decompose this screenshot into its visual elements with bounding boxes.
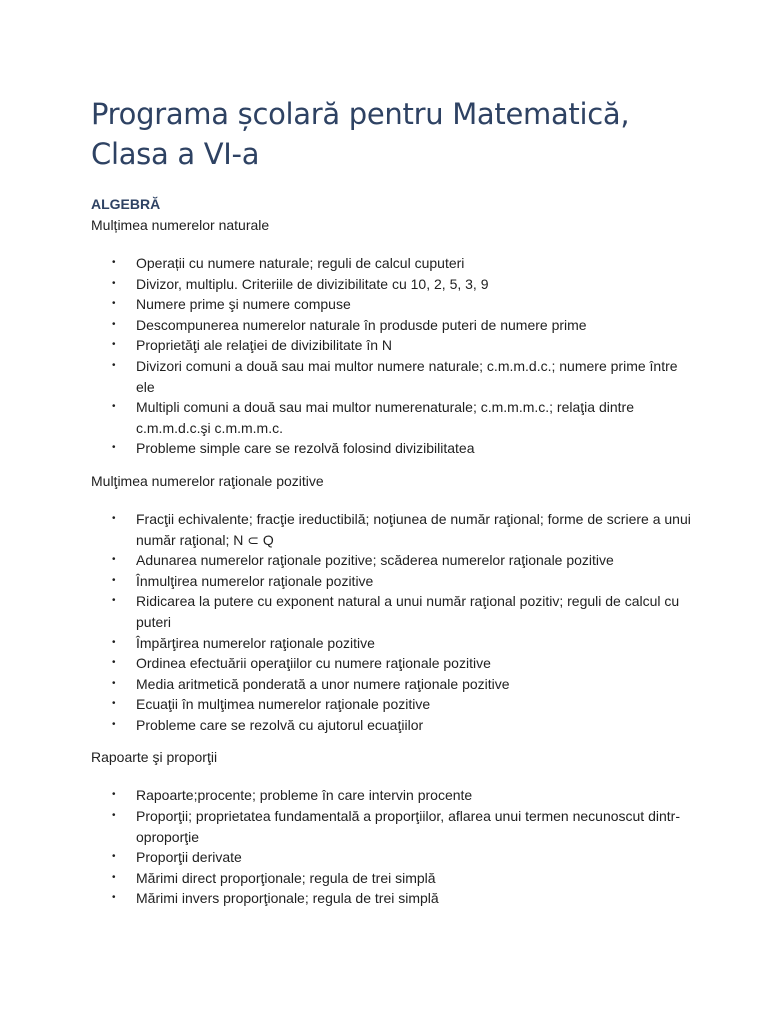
list-item — [91, 315, 691, 336]
list-item-text: Numere prime şi numere compuse — [136, 296, 351, 313]
list-item — [91, 785, 691, 806]
bullet-icon: • — [112, 339, 116, 351]
subsection-rational-numbers — [91, 471, 691, 736]
list-item-text: Probleme care se rezolvă cu ajutorul ecuaţiilor — [136, 716, 424, 733]
list-item — [91, 397, 691, 438]
bullet-icon: • — [112, 892, 116, 904]
list-item-text: Divizori comuni a două sau mai multor numere naturale; c.m.m.d.c.; numere prime între ele — [136, 357, 678, 395]
list-item-text: Probleme simple care se rezolvă folosind divizibilitatea — [136, 440, 475, 457]
document-title: Programa școlară pentru Matematică, Clasa a VI-a — [91, 97, 630, 171]
bullet-icon: • — [112, 442, 116, 454]
list-item — [91, 674, 691, 695]
list-item-text: Divizor, multiplu. Criteriile de divizibilitate cu 10, 2, 5, 3, 9 — [136, 275, 489, 292]
list-item-text: Proprietăţi ale relaţiei de divizibilitate în N — [136, 337, 393, 354]
list-item-text: Înmulţirea numerelor raţionale pozitive — [136, 572, 374, 589]
list-item — [91, 438, 691, 459]
list-item — [91, 868, 691, 889]
bullet-icon: • — [112, 718, 116, 730]
list-item-text: Operații cu numere naturale; reguli de calcul cuputeri — [136, 255, 465, 271]
list-item-text: Adunarea numerelor raţionale pozitive; scăderea numerelor raţionale pozitive — [136, 552, 614, 569]
list-item — [91, 806, 691, 847]
list-item — [91, 633, 691, 654]
bullet-list — [91, 785, 691, 909]
bullet-icon: • — [112, 574, 116, 586]
list-item-text: Multipli comuni a două sau mai multor numerenaturale; c.m.m.m.c.; relaţia dintre c.m.m.d.c.şi c.m.m.m.c. — [136, 399, 634, 436]
bullet-icon: • — [112, 810, 116, 822]
bullet-icon: • — [112, 298, 116, 310]
list-item — [91, 847, 691, 868]
list-item-text: Ecuaţii în mulţimea numerelor raţionale pozitive — [136, 696, 431, 713]
bullet-icon: • — [112, 677, 116, 689]
bullet-icon: • — [112, 257, 116, 268]
bullet-icon: • — [112, 636, 116, 648]
list-item-text: Proporţii; proprietatea fundamentală a proporţiilor, aflarea unui termen necunoscut dintr-oproporţie — [136, 808, 680, 845]
section-heading-algebra: ALGEBRĂ — [91, 196, 161, 212]
bullet-list — [91, 509, 691, 736]
list-item-text: Rapoarte;procente; probleme în care intervin procente — [136, 787, 473, 804]
subsection-natural-numbers — [91, 215, 691, 459]
list-item-text: Ordinea efectuării operaţiilor cu numere raţionale pozitive — [136, 655, 491, 672]
bullet-icon: • — [112, 851, 116, 863]
list-item-text: Ridicarea la putere cu exponent natural a unui număr raţional pozitiv; reguli de calcul cu puteri — [136, 593, 680, 630]
bullet-icon: • — [112, 871, 116, 883]
subsection-ratios-proportions — [91, 747, 691, 909]
list-item — [91, 335, 691, 356]
bullet-icon: • — [112, 698, 116, 710]
list-item — [91, 571, 691, 592]
bullet-icon: • — [112, 595, 116, 607]
list-item — [91, 550, 691, 571]
list-item-text: Descompunerea numerelor naturale în produsde puteri de numere prime — [136, 316, 587, 333]
bullet-icon: • — [112, 789, 116, 801]
list-item — [91, 253, 691, 274]
document-content — [91, 194, 691, 909]
bullet-icon: • — [112, 657, 116, 669]
list-item-text: Mărimi invers proporţionale; regula de trei simplă — [136, 890, 439, 907]
list-item-text: Media aritmetică ponderată a unor numere raţionale pozitive — [136, 675, 510, 692]
list-item-text: Împărţirea numerelor raţionale pozitive — [136, 634, 375, 651]
bullet-icon: • — [112, 277, 116, 289]
list-item-text: Proporţii derivate — [136, 849, 242, 866]
bullet-icon: • — [112, 512, 116, 524]
list-item — [91, 694, 691, 715]
list-item — [91, 294, 691, 315]
list-item — [91, 356, 691, 397]
list-item — [91, 509, 691, 550]
subsection-heading: Mulțimea numerelor naturale — [91, 217, 270, 233]
subsection-heading: Mulţimea numerelor raţionale pozitive — [91, 472, 324, 489]
list-item — [91, 274, 691, 295]
list-item — [91, 715, 691, 736]
bullet-icon: • — [112, 554, 116, 566]
subsection-heading: Rapoarte şi proporţii — [91, 749, 218, 766]
list-item-text: Mărimi direct proporţionale; regula de trei simplă — [136, 869, 436, 886]
list-item — [91, 888, 691, 909]
bullet-list — [91, 253, 691, 459]
list-item-text: Fracţii echivalente; fracţie ireductibilă; noţiunea de număr raţional; forme de scriere a unui număr raţional; N ⊂ Q — [136, 510, 691, 548]
bullet-icon: • — [112, 318, 116, 330]
bullet-icon: • — [112, 401, 116, 413]
bullet-icon: • — [112, 359, 116, 371]
list-item — [91, 653, 691, 674]
list-item — [91, 591, 691, 632]
